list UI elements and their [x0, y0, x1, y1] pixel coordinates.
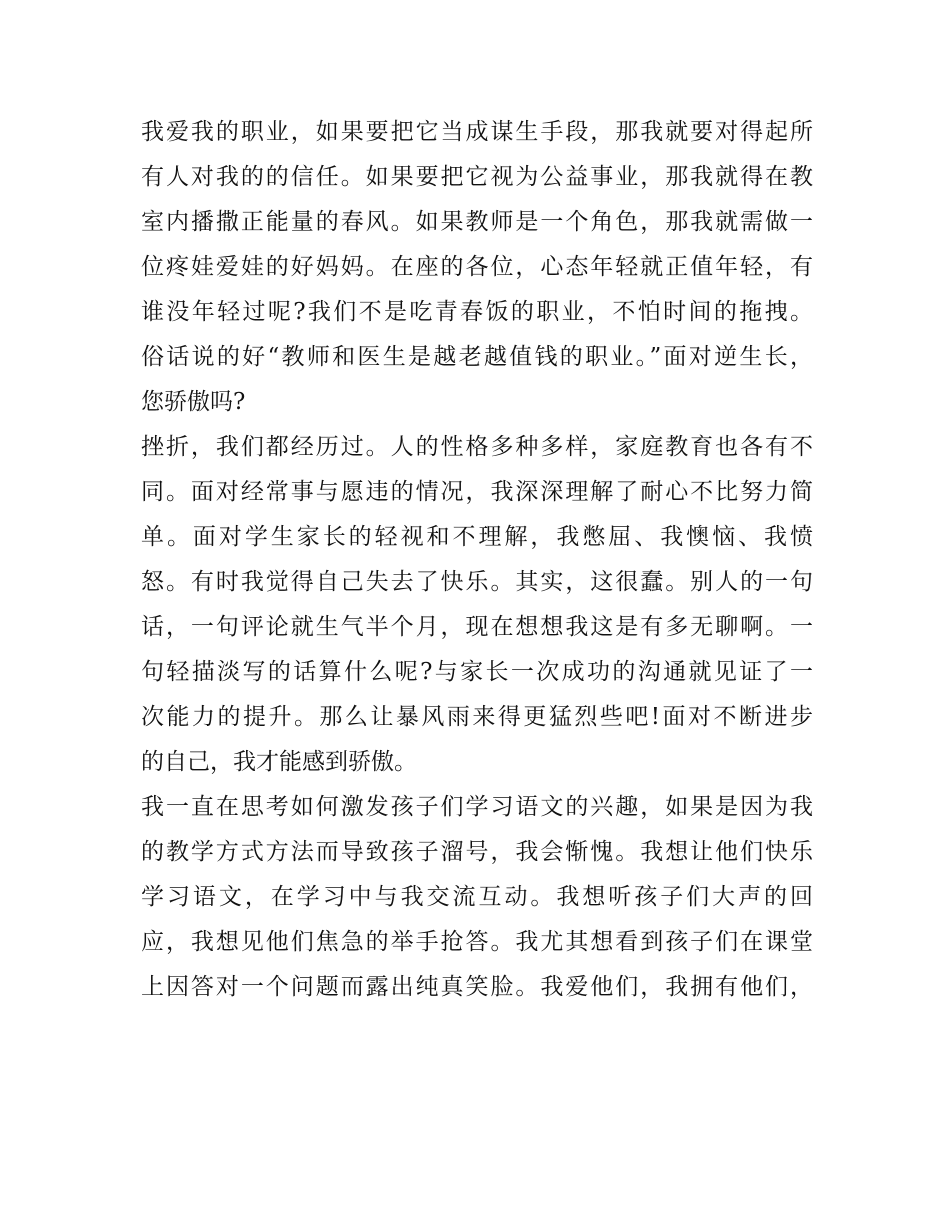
- text-line: 单。面对学生家长的轻视和不理解，我憋屈、我懊恼、我愤: [141, 524, 813, 550]
- text-line: 挫折，我们都经历过。人的性格多种多样，家庭教育也各有不: [141, 434, 813, 460]
- text-line: 谁没年轻过呢?我们不是吃青春饭的职业，不怕时间的拖拽。: [141, 299, 813, 325]
- text-line: 您骄傲吗?: [141, 389, 246, 415]
- text-line: 应，我想见他们焦急的举手抢答。我尤其想看到孩子们在课堂: [141, 929, 813, 955]
- text-line: 上因答对一个问题而露出纯真笑脸。我爱他们，我拥有他们，: [141, 974, 813, 1000]
- text-line: 的教学方式方法而导致孩子溜号，我会惭愧。我想让他们快乐: [141, 839, 813, 865]
- text-line: 学习语文，在学习中与我交流互动。我想听孩子们大声的回: [141, 884, 813, 910]
- text-line: 室内播撒正能量的春风。如果教师是一个角色，那我就需做一: [141, 209, 813, 235]
- text-line: 我爱我的职业，如果要把它当成谋生手段，那我就要对得起所: [141, 119, 813, 145]
- text-line: 的自己，我才能感到骄傲。: [141, 749, 417, 775]
- text-line: 同。面对经常事与愿违的情况，我深深理解了耐心不比努力简: [141, 479, 813, 505]
- text-line: 句轻描淡写的话算什么呢?与家长一次成功的沟通就见证了一: [141, 659, 813, 685]
- text-line: 位疼娃爱娃的好妈妈。在座的各位，心态年轻就正值年轻，有: [141, 254, 813, 280]
- document-body: [141, 110, 813, 1010]
- text-line: 次能力的提升。那么让暴风雨来得更猛烈些吧!面对不断进步: [141, 704, 813, 730]
- text-line: 有人对我的的信任。如果要把它视为公益事业，那我就得在教: [141, 164, 813, 190]
- text-line: 俗话说的好“教师和医生是越老越值钱的职业。”面对逆生长，: [141, 344, 813, 370]
- text-line: 怒。有时我觉得自己失去了快乐。其实，这很蠢。别人的一句: [141, 569, 813, 595]
- text-line: 我一直在思考如何激发孩子们学习语文的兴趣，如果是因为我: [141, 794, 813, 820]
- text-line: 话，一句评论就生气半个月，现在想想我这是有多无聊啊。一: [141, 614, 813, 640]
